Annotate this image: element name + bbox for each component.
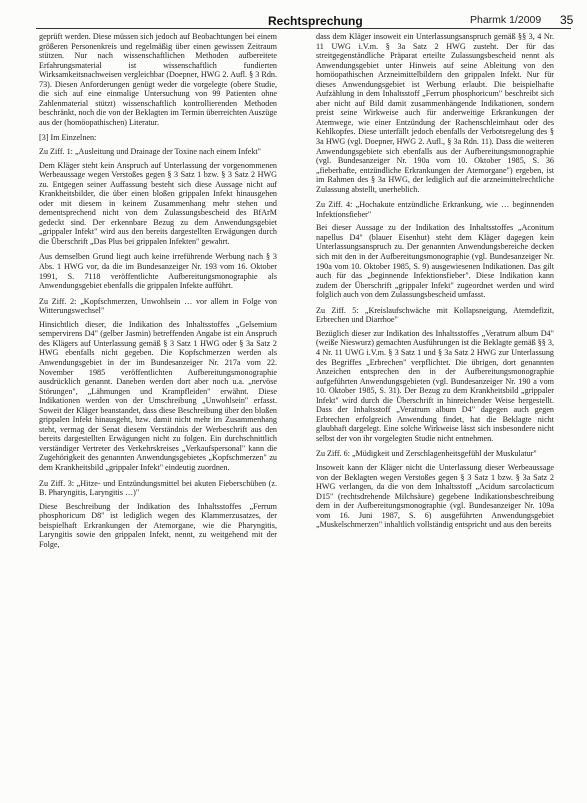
paragraph: Hinsichtlich dieser, die Indikation des Inhaltsstoffes „Gelsemium sempervirens D4" (gelber Jasmin) betreffenden Angabe ist ein Anspruch des Klägers auf Unterlassung gemäß § 3 Satz 1 HWG oder § 3a Satz 2 HWG ebenfalls nicht gegeben. Die Kopfschmerzen werden als Anwendungsgebiet in der im Bundesanzeiger Nr. 217a vom 22. November 1985 veröffentlichten Aufbereitungsmonographie ausdrücklich genannt. Daneben werden dort aber noch u.a. „nervöse Störungen", „Lähmungen und Krampfleiden" erwähnt. Diese Indikationen werden von der Umschreibung „Unwohlsein" erfasst. Soweit der Kläger beanstandet, dass diese Beschreibung über den bloßen grippalen Infekt hinausgeht, bzw. damit nicht mehr im Zusammenhang steht, vermag der Senat diesem Verständnis der Werbeschrift aus den bereits dargestellten Erwägungen nicht zu folgen. Ein durchschnittlich verständiger Vertreter des Verkehrskreises „Verkaufspersonal" kann die Zugehörigkeit des genannten Anwendungsgebietes „Kopfschmerzen" zu dem Krankheitsbild „grippaler Infekt" eindeutig zuordnen. bbox=[39, 319, 277, 472]
paragraph: Dem Kläger steht kein Anspruch auf Unterlassung der vorgenommenen Werbeaussage wegen Verstoßes gegen § 3 Satz 1 bzw. § 3 Satz 2 HWG zu. Entgegen seiner Auffassung besteht sich diese Aussage nicht auf Krankheitsbilder, die über einen bloßen grippalen Infekt hinausgehen oder mit diesem in keinem Zusammenhang mehr stehen und dementsprechend nicht von dem Zulassungsbescheid des BfArM gedeckt sind. Der erkennbare Bezug zu dem Anwendungsgebiet „grippaler Infekt" wird aus den bereits dargestellten Erwägungen durch die Überschrift „Das Plus bei grippalen Infekten" gewahrt. bbox=[39, 160, 277, 246]
header-rule bbox=[36, 28, 571, 29]
subheading: Zu Ziff. 5: „Kreislaufschwäche mit Kollapsneigung, Atemdefizit, Erbrechen und Diarrhoe" bbox=[316, 305, 554, 325]
subheading: Zu Ziff. 6: „Müdigkeit und Zerschlagenheitsgefühl der Muskulatur" bbox=[316, 449, 537, 459]
paragraph: Aus demselben Grund liegt auch keine irreführende Werbung nach § 3 Abs. 1 HWG vor, da die im Bundesanzeiger Nr. 193 vom 16. Oktober 1991, S. 7118 veröffentlichte Aufbereitungsmonographie als Anwendungsgebiet ebenfalls die grippalen Infekte aufführt. bbox=[39, 252, 277, 291]
right-column bbox=[316, 32, 554, 792]
page-header bbox=[0, 10, 587, 32]
subheading: Zu Ziff. 4: „Hochakute entzündliche Erkrankung, wie … beginnenden Infektionsfieber" bbox=[316, 200, 554, 219]
section-title: Rechtsprechung bbox=[268, 14, 363, 28]
paragraph: dass dem Kläger insoweit ein Unterlassungsanspruch gemäß §§ 3, 4 Nr. 11 UWG i.V.m. § 3a Satz 2 HWG zusteht. Der für das streitgegenständliche Präparat erteilte Zulassungsbescheid nennt als Anwendungsgebiet unter Hinweis auf seine Ableitung von den homöopathischen Arzneimittelbildern den grippalen Infekt. Nur für dieses Anwendungsgebiet ist Werbung erlaubt. Die beispielhafte Aufzählung in dem Inhaltsstoff „Ferrum phosphoricum" beschreibt sich aber nicht auf Bild damit zusammenhängende Indikationen, sondern preist seine Wirkweise auch für anderweitige Erkrankungen der Atemwege, wie einer Entzündung der Rachenschleimhaut oder des Kehlkopfes. Diese unterfällt jedoch ebenfalls der Verbotsregelung des § 3a HWG (vgl. Doepner, HWG 2. Aufl., § 3a Rdn. 11). Dass die weiteren Anwendungsgebiete sich ebenfalls aus der Aufbereitungsmonographie (vgl. Bundesanzeiger Nr. 190a vom 10. Oktober 1985, S. 36 „fieberhafte, entzündliche Erkrankungen der Atemorgane") ergeben, ist im Rahmen des § 3a HWG, der lediglich auf die arzneimittelrechtliche Zulassung abstellt, unerheblich. bbox=[316, 32, 554, 194]
paragraph: [3] Im Einzelnen: bbox=[39, 133, 97, 143]
subheading: Zu Ziff. 1: „Ausleitung und Drainage der Toxine nach einem Infekt" bbox=[39, 147, 261, 157]
paragraph: Diese Beschreibung der Indikation des Inhaltsstoffes „Ferrum phosphoricum D8" ist lediglich wegen des Klammerzusatzes, der beispielhaft Erkrankungen der Atemorgane, wie die Pharyngitis, Laryngitis sowie den grippalen Infekt, nennt, zu weitgehend mit der Folge, bbox=[39, 501, 277, 549]
paragraph: Bezüglich dieser zur Indikation des Inhaltsstoffes „Veratrum album D4" (weiße Nieswurz) gemachten Ausführungen ist die Beklagte gemäß §§ 3, 4 Nr. 11 UWG i.V.m. § 3 Satz 1 und § 3a Satz 2 HWG zur Unterlassung des Begriffes „Erbrechen" verpflichtet. Die übrigen, dort genannten Anzeichen entsprechen den in der Aufbereitungsmonographie aufgeführten Anwendungsgebieten (vgl. Bundesanzeiger Nr. 190 a vom 10. Oktober 1985, S. 31). Der Bezug zu dem Krankheitsbild „grippaler Infekt" wird durch die Überschrift in hinreichender Weise hergestellt. Dass der Inhaltsstoff „Veratrum album D4" dagegen auch gegen Erbrechen erfolgreich Anwendung findet, hat die Beklagte nicht glaubhaft dargelegt. Eine solche Wirkweise lässt sich insbesondere nicht selbst der von ihr vorgelegten Studie nicht entnehmen. bbox=[316, 328, 554, 443]
paragraph: Insoweit kann der Kläger nicht die Unterlassung dieser Werbeaussage von der Beklagten wegen Verstoßes gegen § 3 Satz 1 bzw. § 3a Satz 2 HWG verlangen, da die von dem Inhaltsstoff „Acidum sarcolacticum D15" (rechtsdrehende Milchsäure) gegebene Indikationsbeschreibung dem in der Aufbereitungsmonographie (vgl. Bundesanzeiger Nr. 109a vom 16. Juni 1987, S. 6) ausgeführten Anwendungsgebiet „Muskelschmerzen" inhaltlich vollständig entspricht und aus den bereits bbox=[316, 462, 554, 530]
paragraph: Bei dieser Aussage zu der Indikation des Inhaltsstoffes „Aconitum napellus D4" (blauer Eisenhut) steht dem Kläger dagegen kein Unterlassungsanspruch zu. Der genannten Anwendungsbereiche decken sich mit den in der Aufbereitungsmonographie (vgl. Bundesanzeiger Nr. 190a vom 10. Oktober 1985, S. 9) ausgewiesenen Indikationen. Das gilt auch für das „beginnende Infektionsfieber". Diese Indikation kann zudem der Überschrift „grippaler Infekt" zugeordnet werden und wird folglich auch von dem Zulassungsbescheid umfasst. bbox=[316, 223, 554, 300]
page-number: 35 bbox=[560, 13, 574, 27]
paragraph: geprüft werden. Diese müssen sich jedoch auf Beobachtungen bei einem größeren Personenkreis und regelmäßig über einen gewissen Zeitraum stützen. Nur nach wissenschaftlichen Methoden aufbereitete Erfahrungsmaterial ist wissenschaftlich fundierten Wirksamkeitsnachweisen vergleichbar (Doepner, HWG 2. Aufl. § 3 Rdn. 73). Diesen Anforderungen genügt weder die vorgelegte (obere Studie, die sich auf eine einmalige Untersuchung von 99 Patienten ohne Zahlenmaterial stützt) wissenschaftlich kontrollierenden Methoden beschränkt, noch die von der Beklagten im Termin überreichten Auszüge aus der (homöopathischen) Literatur. bbox=[39, 32, 277, 127]
subheading: Zu Ziff. 3: „Hitze- und Entzündungsmittel bei akuten Fieberschüben (z. B. Pharyngitis, Laryngitis …)" bbox=[39, 478, 277, 498]
left-column bbox=[39, 32, 277, 792]
journal-reference: Pharmk 1/2009 bbox=[470, 14, 542, 26]
subheading: Zu Ziff. 2: „Kopfschmerzen, Unwohlsein … vor allem in Folge von Witterungswechsel" bbox=[39, 296, 277, 316]
